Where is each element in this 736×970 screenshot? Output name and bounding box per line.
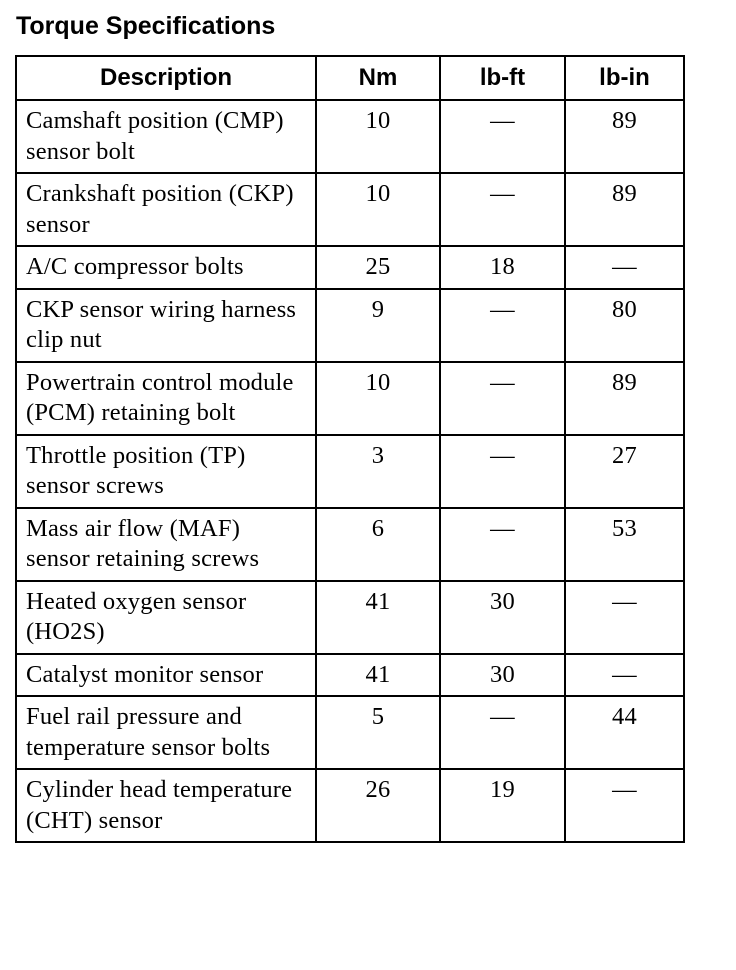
table-header xyxy=(16,56,684,100)
lb-in-cell: 53 xyxy=(565,508,684,581)
table-row xyxy=(16,246,684,289)
lb-in-cell: 27 xyxy=(565,435,684,508)
description-cell: Heated oxygen sensor (HO2S) xyxy=(16,581,316,654)
lb-in-cell: — xyxy=(565,246,684,289)
nm-cell: 10 xyxy=(316,100,440,173)
description-cell: Throttle position (TP) sensor screws xyxy=(16,435,316,508)
table-body xyxy=(16,100,684,842)
lb-ft-cell: 30 xyxy=(440,581,565,654)
table-row xyxy=(16,696,684,769)
lb-in-cell: — xyxy=(565,769,684,842)
nm-cell: 10 xyxy=(316,362,440,435)
page-title: Torque Specifications xyxy=(16,12,276,40)
lb-ft-cell: 19 xyxy=(440,769,565,842)
table-row xyxy=(16,362,684,435)
lb-ft-cell: — xyxy=(440,435,565,508)
nm-cell: 10 xyxy=(316,173,440,246)
lb-ft-cell: 30 xyxy=(440,654,565,697)
description-cell: Camshaft position (CMP) sensor bolt xyxy=(16,100,316,173)
lb-ft-cell: — xyxy=(440,508,565,581)
lb-ft-cell: — xyxy=(440,696,565,769)
header-nm: Nm xyxy=(316,56,440,100)
header-row xyxy=(16,56,684,100)
description-cell: Fuel rail pressure and temperature sensor bolts xyxy=(16,696,316,769)
table-row xyxy=(16,654,684,697)
lb-in-cell: 89 xyxy=(565,362,684,435)
nm-cell: 25 xyxy=(316,246,440,289)
lb-in-cell: — xyxy=(565,654,684,697)
description-cell: Cylinder head temperature (CHT) sensor xyxy=(16,769,316,842)
table-row xyxy=(16,435,684,508)
description-cell: CKP sensor wiring harness clip nut xyxy=(16,289,316,362)
header-description: Description xyxy=(16,56,316,100)
torque-spec-table xyxy=(15,55,685,843)
nm-cell: 41 xyxy=(316,581,440,654)
lb-in-cell: 80 xyxy=(565,289,684,362)
table-row xyxy=(16,173,684,246)
description-cell: Crankshaft position (CKP) sensor xyxy=(16,173,316,246)
lb-ft-cell: 18 xyxy=(440,246,565,289)
table-row xyxy=(16,581,684,654)
description-cell: A/C compressor bolts xyxy=(16,246,316,289)
nm-cell: 26 xyxy=(316,769,440,842)
table-row xyxy=(16,508,684,581)
header-lb-ft: lb-ft xyxy=(440,56,565,100)
nm-cell: 41 xyxy=(316,654,440,697)
lb-ft-cell: — xyxy=(440,173,565,246)
nm-cell: 3 xyxy=(316,435,440,508)
description-cell: Mass air flow (MAF) sensor retaining screws xyxy=(16,508,316,581)
lb-in-cell: — xyxy=(565,581,684,654)
nm-cell: 6 xyxy=(316,508,440,581)
lb-ft-cell: — xyxy=(440,289,565,362)
table-row xyxy=(16,100,684,173)
table-row xyxy=(16,769,684,842)
header-lb-in: lb-in xyxy=(565,56,684,100)
lb-ft-cell: — xyxy=(440,362,565,435)
nm-cell: 9 xyxy=(316,289,440,362)
description-cell: Catalyst monitor sensor xyxy=(16,654,316,697)
description-cell: Powertrain control module (PCM) retaining bolt xyxy=(16,362,316,435)
nm-cell: 5 xyxy=(316,696,440,769)
lb-in-cell: 44 xyxy=(565,696,684,769)
lb-in-cell: 89 xyxy=(565,100,684,173)
table-row xyxy=(16,289,684,362)
lb-in-cell: 89 xyxy=(565,173,684,246)
lb-ft-cell: — xyxy=(440,100,565,173)
